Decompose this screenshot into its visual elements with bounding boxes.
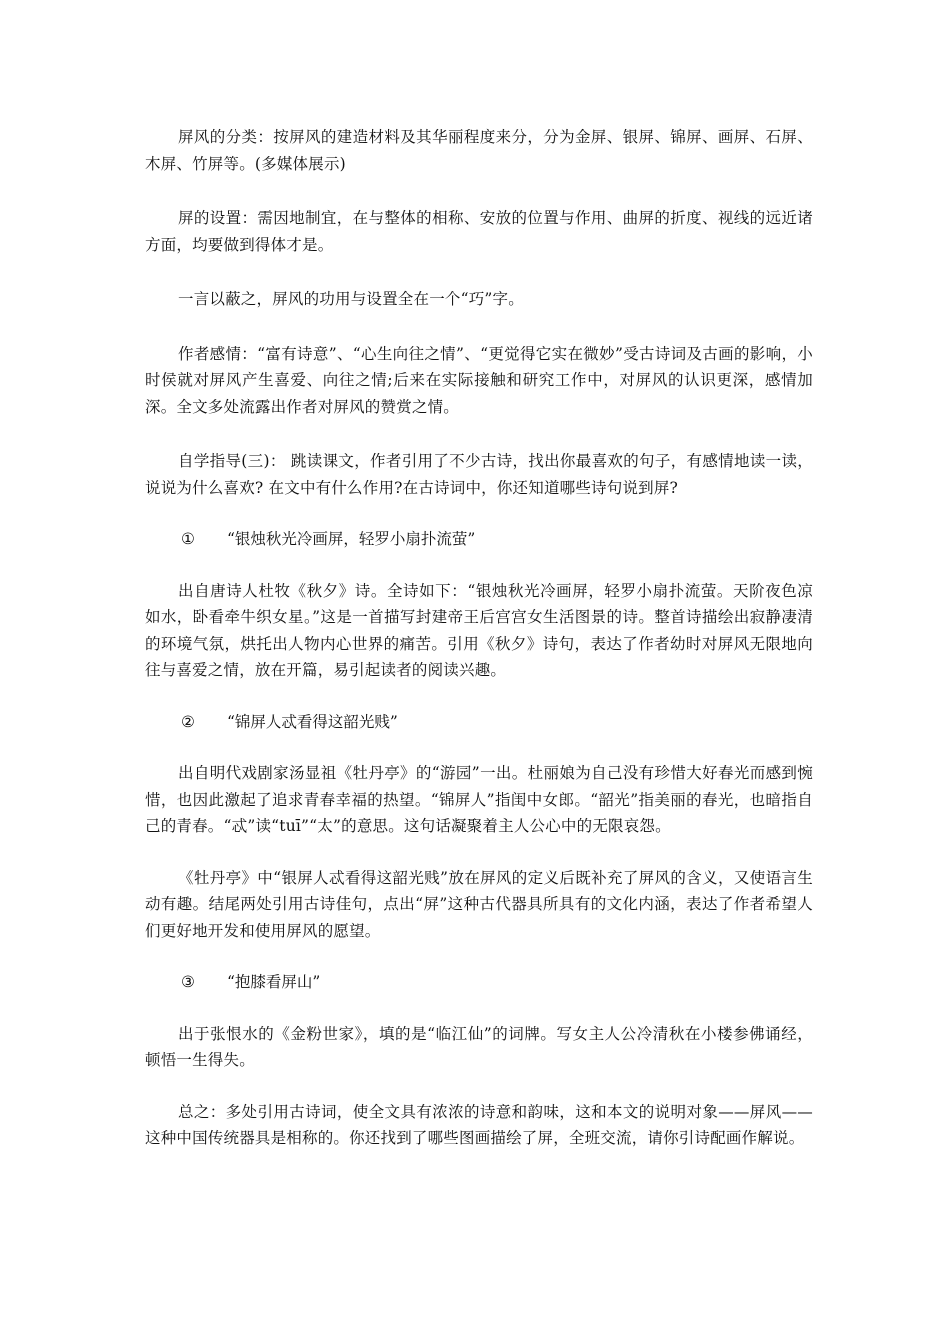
document-page [145, 124, 813, 1152]
quote-line-3 [145, 969, 813, 996]
quote-number-3: ③ [181, 973, 195, 991]
paragraph-screen-classification: 屏风的分类：按屏风的建造材料及其华丽程度来分，分为金屏、银屏、锦屏、画屏、石屏、木屏、竹屏等。(多媒体展示) [145, 128, 813, 173]
quote-number-1: ① [181, 530, 195, 548]
quote-text-1: “银烛秋光冷画屏，轻罗小扇扑流萤” [227, 530, 476, 548]
quote-line-2 [145, 709, 813, 736]
paragraph-self-study-guide-3: 自学指导(三)： 跳读课文，作者引用了不少古诗，找出你最喜欢的句子，有感情地读一读，说说为什么喜欢? 在文中有什么作用?在古诗词中，你还知道哪些诗句说到屏? [145, 452, 813, 497]
paragraph-mudanting-function: 《牡丹亭》中“银屏人忒看得这韶光贱”放在屏风的定义后既补充了屏风的含义，又使语言生动有趣。结尾两处引用古诗佳句，点出“屏”这种古代器具所具有的文化内涵，表达了作者希望人们更好地开发和使用屏风的愿望。 [145, 868, 813, 940]
paragraph-mudanting-explanation: 出自明代戏剧家汤显祖《牡丹亭》的“游园”一出。杜丽娘为自己没有珍惜大好春光而感到惋惜，也因此激起了追求青春幸福的热望。“锦屏人”指闺中女郎。“韶光”指美丽的春光，也暗指自己的青春。“忒”读“tuī”“太”的意思。这句话凝聚着主人公心中的无限哀怨。 [145, 764, 813, 835]
paragraph-summary-qiao: 一言以蔽之，屏风的功用与设置全在一个“巧”字。 [178, 290, 524, 308]
paragraph-screen-placement: 屏的设置：需因地制宜，在与整体的相称、安放的位置与作用、曲屏的折度、视线的远近诸方面，均要做到得体才是。 [145, 209, 813, 254]
quote-text-3: “抱膝看屏山” [227, 973, 321, 991]
quote-line-1 [145, 526, 813, 553]
quote-number-2: ② [181, 712, 195, 731]
paragraph-conclusion: 总之：多处引用古诗词，使全文具有浓浓的诗意和韵味，这和本文的说明对象——屏风——这种中国传统器具是相称的。你还找到了哪些图画描绘了屏，全班交流，请你引诗配画作解说。 [145, 1102, 813, 1147]
paragraph-jinfen-shijia: 出于张恨水的《金粉世家》，填的是“临江仙”的词牌。写女主人公冷清秋在小楼参佛诵经，顿悟一生得失。 [145, 1024, 813, 1069]
paragraph-qiuxi-explanation: 出自唐诗人杜牧《秋夕》诗。全诗如下：“银烛秋光冷画屏，轻罗小扇扑流萤。天阶夜色凉如水，卧看牵牛织女星。”这是一首描写封建帝王后宫宫女生活图景的诗。整首诗描绘出寂静凄清的环境气氛，烘托出人物内心世界的痛苦。引用《秋夕》诗句，表达了作者幼时对屏风无限地向往与喜爱之情，放在开篇，易引起读者的阅读兴趣。 [145, 581, 813, 679]
quote-text-2: “锦屏人忒看得这韶光贱” [227, 712, 398, 731]
paragraph-author-feelings: 作者感情：“富有诗意”、“心生向往之情”、“更觉得它实在微妙”受古诗词及古画的影响，小时侯就对屏风产生喜爱、向往之情;后来在实际接触和研究工作中，对屏风的认识更深，感情加深。全文多处流露出作者对屏风的赞赏之情。 [145, 344, 813, 416]
